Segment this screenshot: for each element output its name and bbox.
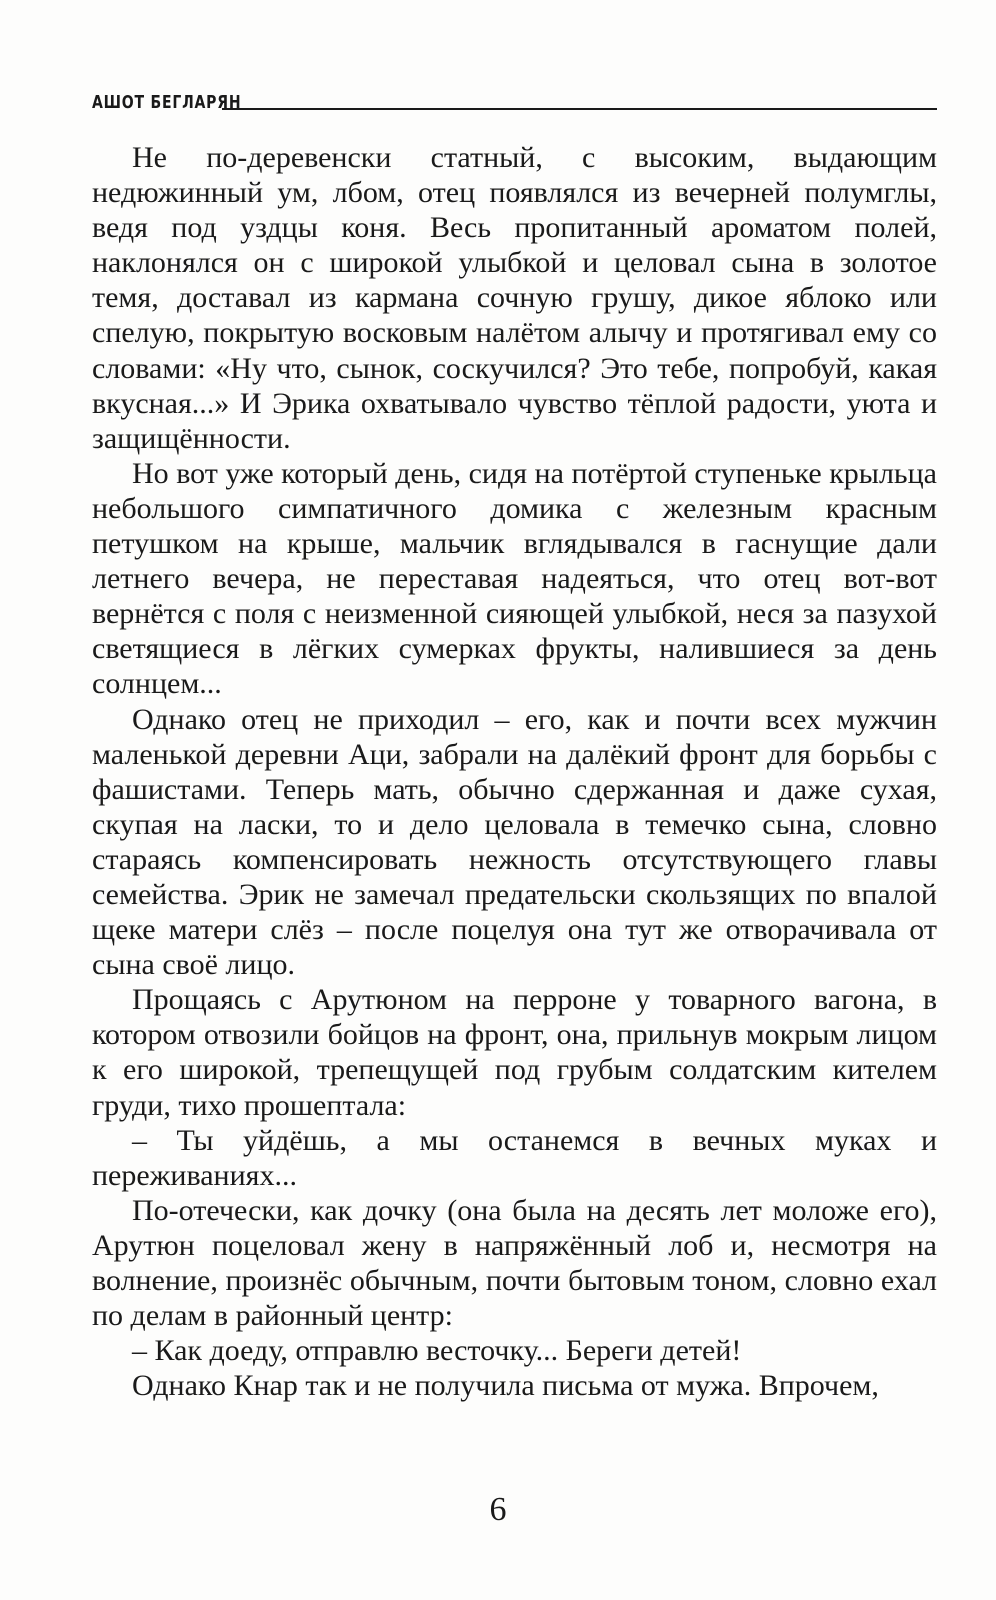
paragraph: Однако Кнар так и не получила письма от мужа. Впрочем, (132, 1369, 879, 1403)
dialogue-line: – Как доеду, отправлю весточку... Береги детей! (132, 1334, 742, 1368)
dialogue-line: – Ты уйдёшь, а мы останемся в вечных муках и переживаниях... (92, 1123, 937, 1192)
paragraph: Но вот уже который день, сидя на потёртой ступеньке крыльца небольшого симпатичного домика с железным красным петушком на крыше, мальчик вглядывался в гаснущие дали летнего вечера, не переставая надеяться, что отец вот-вот вернётся с поля с неизменной сияющей улыбкой, неся за пазухой светящиеся в лёгких сумерках фрукты, налившиеся за день солнцем... (92, 456, 937, 701)
paragraph: По-отечески, как дочку (она была на десять лет моложе его), Арутюн поцеловал жену в напряжённый лоб и, несмотря на волнение, произнёс обычным, почти бытовым тоном, словно ехал по делам в районный центр: (92, 1193, 937, 1333)
page-number: 6 (489, 1491, 507, 1528)
paragraph: Не по-деревенски статный, с высоким, выдающим недюжинный ум, лбом, отец появлялся из вечерней полумглы, ведя под уздцы коня. Весь пропитанный ароматом полей, наклонялся он с широкой улыбкой и целовал сына в золотое темя, доставал из кармана сочную грушу, дикое яблоко или спелую, покрытую восковым налётом алычу и протягивал ему со словами: «Ну что, сынок, соскучился? Это тебе, попробуй, какая вкусная...» И Эрика охватывало чувство тёплой радости, уюта и защищённости. (92, 141, 937, 455)
running-head (92, 86, 937, 112)
paragraph: Прощаясь с Арутюном на перроне у товарного вагона, в котором отвозили бойцов на фронт, она, прильнув мокрым лицом к его широкой, трепещущей под грубым солдатским кителем груди, тихо прошептала: (92, 983, 937, 1122)
header-rule (222, 108, 937, 110)
body-text (92, 140, 937, 1403)
author-name: АШОТ БЕГЛАРЯН (92, 92, 242, 113)
paragraph: Однако отец не приходил – его, как и почти всех мужчин маленькой деревни Аци, забрали на далёкий фронт для борьбы с фашистами. Теперь мать, обычно сдержанная и даже сухая, скупая на ласки, то и дело целовала в темечко сына, словно стараясь компенсировать нежность отсутствующего главы семейства. Эрик не замечал предательски скользящих по впалой щеке матери слёз – после поцелуя она тут же отворачивала от сына своё лицо. (92, 702, 937, 982)
